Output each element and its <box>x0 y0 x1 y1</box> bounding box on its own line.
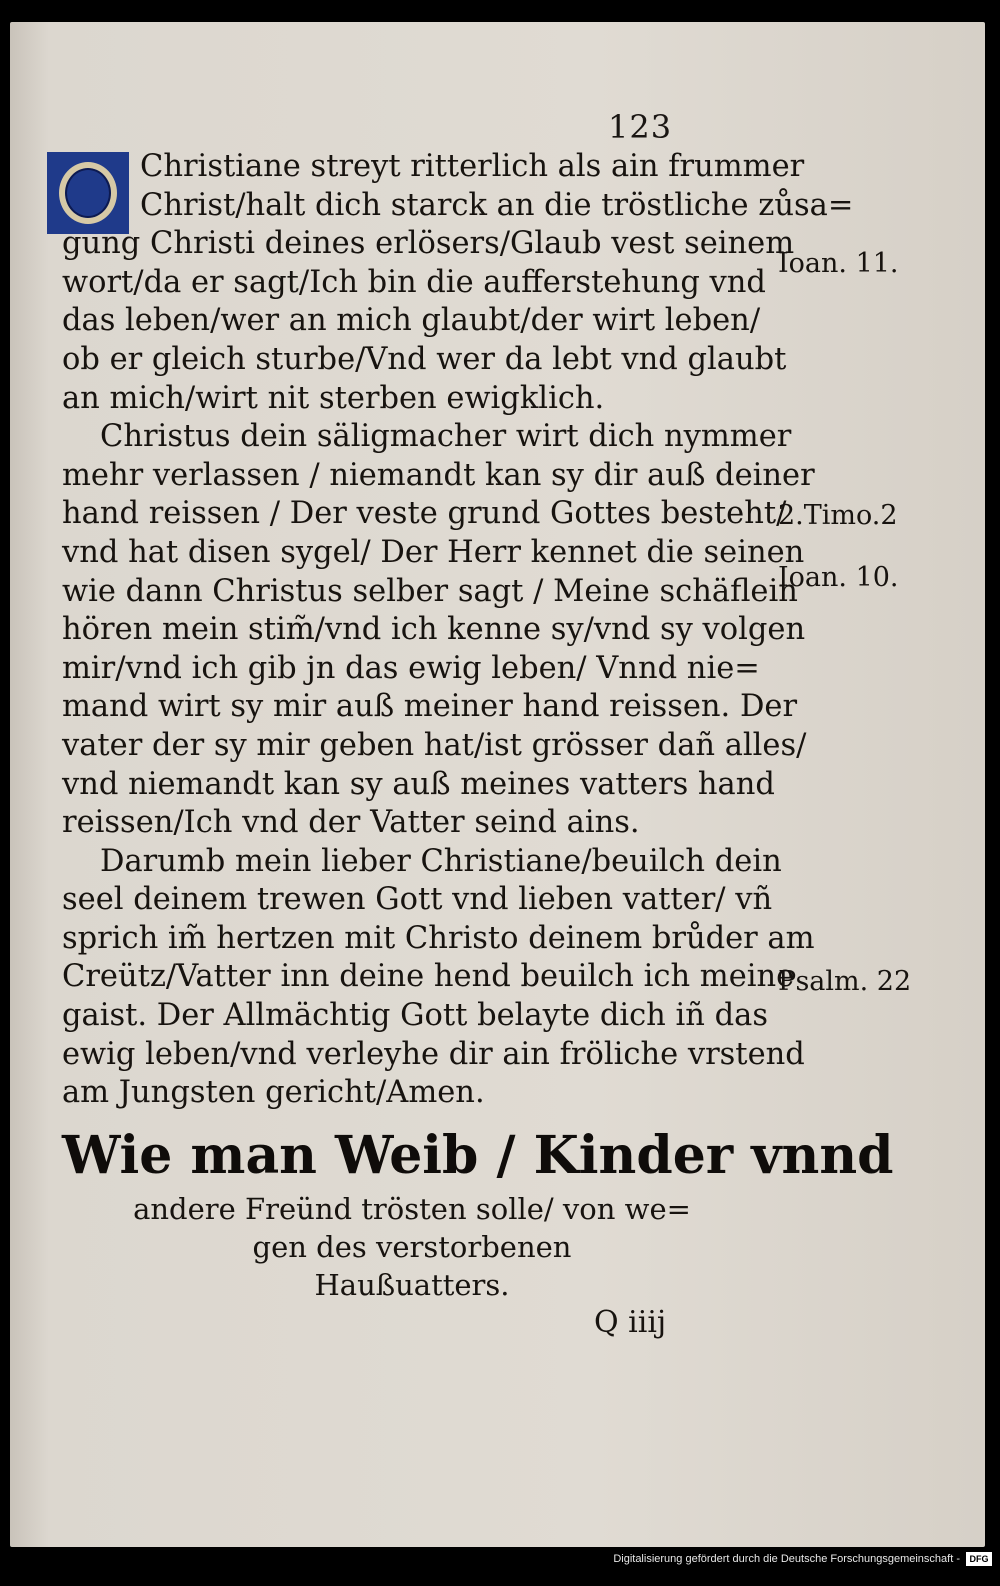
text-line: seel deinem trewen Gott vnd lieben vatter/ vñ <box>62 882 773 918</box>
section-subheading <box>62 1190 762 1304</box>
subheading-line: gen des verstorbenen <box>252 1230 572 1264</box>
text-line: Christ/halt dich starck an die tröstliche zůsa= <box>140 187 854 223</box>
text-line: Christiane streyt ritterlich als ain frummer <box>140 149 805 184</box>
margin-note-ioan-10: Ioan. 10. <box>778 562 899 593</box>
margin-note-psalm-22: Psalm. 22 <box>778 966 912 997</box>
text-line: wie dann Christus selber sagt / Meine schäflein <box>62 573 798 609</box>
text-line: mehr verlassen / niemandt kan sy dir auß deiner <box>62 457 815 493</box>
text-line: am Jungsten gericht/Amen. <box>62 1075 485 1111</box>
text-line: Darumb mein lieber Christiane/beuilch dein <box>100 843 782 879</box>
text-line: ewig leben/vnd verleyhe dir ain fröliche vrstend <box>62 1036 805 1072</box>
text-line: das leben/wer an mich glaubt/der wirt leben/ <box>62 303 761 339</box>
subheading-line: Haußuatters. <box>314 1268 510 1302</box>
signature-mark: Q iiij <box>594 1305 667 1340</box>
text-line: gaist. Der Allmächtig Gott belayte dich iñ das <box>62 998 768 1034</box>
text-line: wort/da er sagt/Ich bin die aufferstehung vnd <box>62 264 766 300</box>
text-line: vnd hat disen sygel/ Der Herr kennet die seinen <box>62 534 805 570</box>
text-line: vater der sy mir geben hat/ist grösser dañ alles/ <box>62 727 807 763</box>
text-line: ob er gleich sturbe/Vnd wer da lebt vnd glaubt <box>62 341 787 377</box>
dfg-logo: DFG <box>966 1552 992 1566</box>
margin-note-ioan-11: Ioan. 11. <box>778 248 899 279</box>
text-line: gung Christi deines erlösers/Glaub vest seinem <box>62 226 795 262</box>
text-line: an mich/wirt nit sterben ewigklich. <box>62 380 605 416</box>
text-line: Christus dein säligmacher wirt dich nymmer <box>100 419 792 455</box>
text-line: mir/vnd ich gib jn das ewig leben/ Vnnd nie= <box>62 650 760 686</box>
section-heading: Wie man Weib / Kinder vnnd <box>62 1125 894 1186</box>
margin-note-timo-2: 2.Timo.2 <box>778 500 898 531</box>
text-line: hören mein stim̃/vnd ich kenne sy/vnd sy volgen <box>62 612 806 648</box>
text-line: vnd niemandt kan sy auß meines vatters hand <box>62 766 775 802</box>
digitization-credit: Digitalisierung gefördert durch die Deutsche Forschungsgemeinschaft - <box>613 1553 960 1565</box>
page-number: 123 <box>608 108 673 146</box>
text-line: mand wirt sy mir auß meiner hand reissen. Der <box>62 689 798 725</box>
text-line: Creütz/Vatter inn deine hend beuilch ich meine <box>62 959 795 995</box>
text-line: reissen/Ich vnd der Vatter seind ains. <box>62 805 640 841</box>
subheading-line: andere Freünd trösten solle/ von we= <box>133 1192 691 1226</box>
text-line: hand reissen / Der veste grund Gottes besteht/ <box>62 496 787 532</box>
text-line: sprich im̃ hertzen mit Christo deinem brůder am <box>62 920 815 956</box>
